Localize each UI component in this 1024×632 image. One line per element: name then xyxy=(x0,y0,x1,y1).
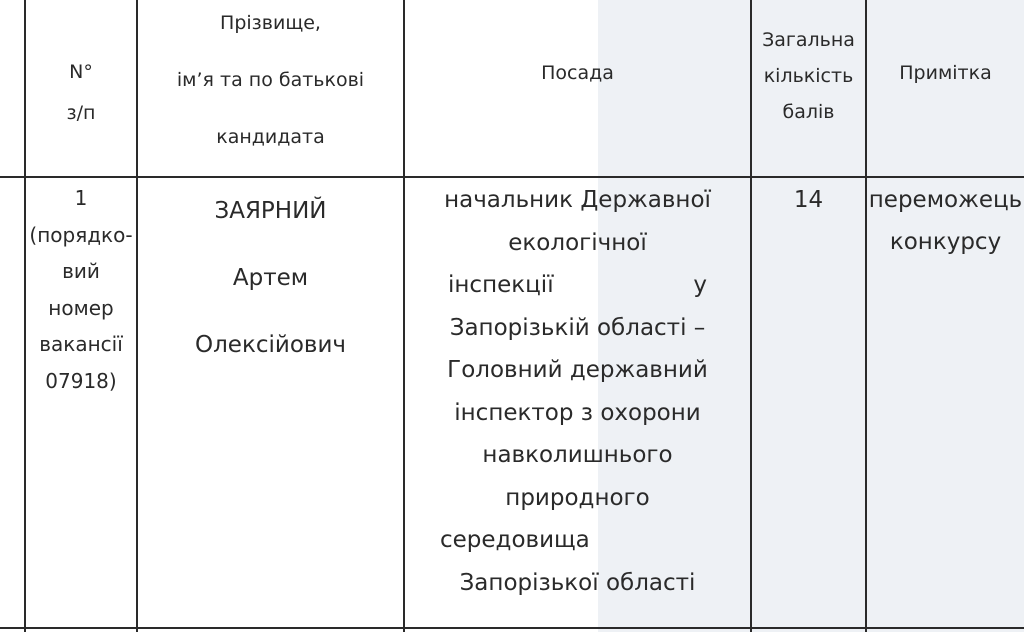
column-divider xyxy=(865,0,867,632)
header-note: Примітка xyxy=(899,62,992,84)
table-border-bottom xyxy=(0,627,1024,629)
row-num: 1 (порядко- вий номер вакансії 07918) xyxy=(29,186,133,393)
header-position: Посада xyxy=(541,62,614,84)
row-score: 14 xyxy=(793,187,824,213)
header-num: N° з/п xyxy=(66,61,96,124)
header-name: Прізвище, ім’я та по батькові кандидата xyxy=(176,12,365,148)
row-note: переможець конкурсу xyxy=(868,187,1023,255)
row-position: начальник Державної екологічної інспекції у Запорізькій області – Головний державний інспектор з охорони навколишнього природного середовища Запорізької області xyxy=(440,187,711,596)
header-score: Загальна кількість балів xyxy=(762,29,855,123)
row-candidate-name: ЗАЯРНИЙ Артем Олексійович xyxy=(195,198,346,358)
